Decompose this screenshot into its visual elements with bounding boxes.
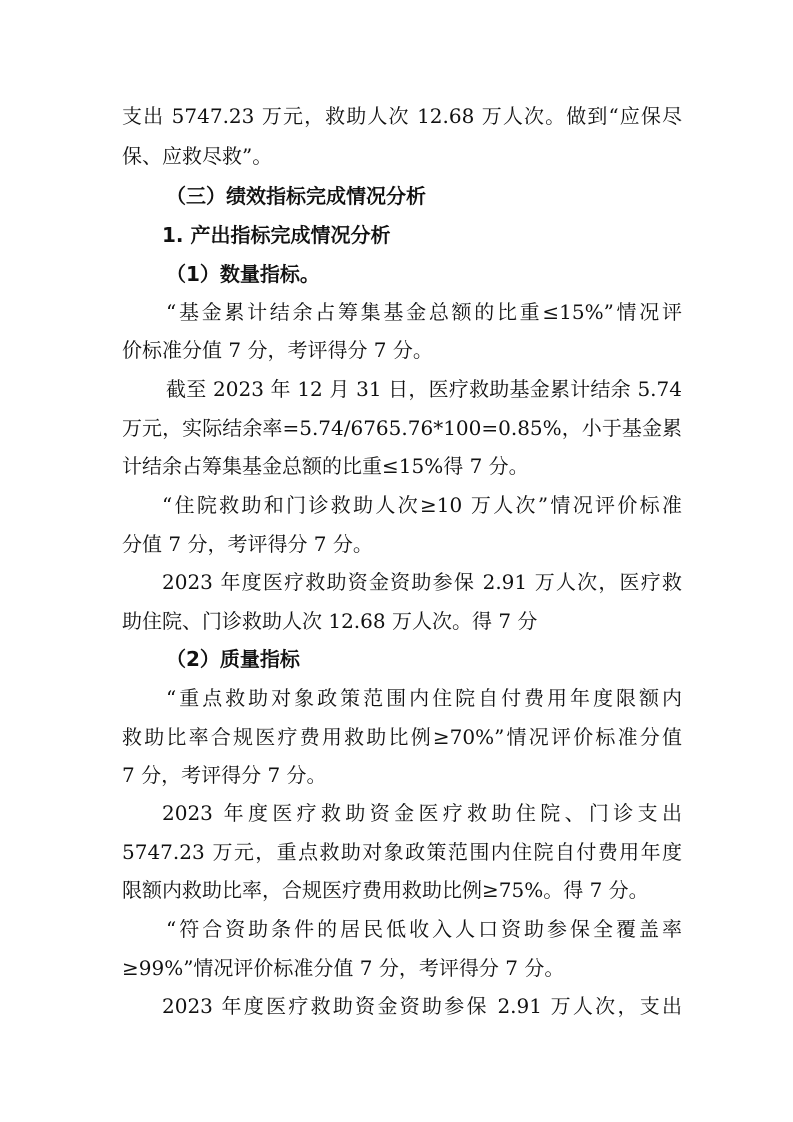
paragraph-line: 支出 5747.23 万元，救助人次 12.68 万人次。做到“应保尽 <box>122 104 682 128</box>
paragraph-line: 5747.23 万元，重点救助对象政策范围内住院自付费用年度 <box>122 840 682 864</box>
paragraph-line: 7 分，考评得分 7 分。 <box>122 763 327 787</box>
paragraph-line: 截至 2023 年 12 月 31 日，医疗救助基金累计结余 5.74 <box>166 377 682 401</box>
paragraph-line: ≥99%”情况评价标准分值 7 分，考评得分 7 分。 <box>122 956 565 980</box>
item-heading: （2）质量指标 <box>166 647 300 671</box>
paragraph-line: “住院救助和门诊救助人次≥10 万人次”情况评价标准 <box>162 493 682 517</box>
section-heading: （三）绩效指标完成情况分析 <box>166 184 426 208</box>
paragraph-line: “基金累计结余占筹集基金总额的比重≤15%”情况评 <box>166 300 682 324</box>
paragraph-line: 救助比率合规医疗费用救助比例≥70%”情况评价标准分值 <box>122 725 682 749</box>
paragraph-line: 分值 7 分，考评得分 7 分。 <box>122 532 373 556</box>
paragraph-line: “符合资助条件的居民低收入人口资助参保全覆盖率 <box>166 917 682 941</box>
subsection-heading: 1. 产出指标完成情况分析 <box>162 223 391 247</box>
paragraph-line: 助住院、门诊救助人次 12.68 万人次。得 7 分 <box>122 609 538 633</box>
paragraph-line: 2023 年度医疗救助资金医疗救助住院、门诊支出 <box>162 801 682 825</box>
paragraph-line: 价标准分值 7 分，考评得分 7 分。 <box>122 338 433 362</box>
paragraph-line: 2023 年度医疗救助资金资助参保 2.91 万人次，支出 <box>162 994 682 1018</box>
paragraph-line: 万元，实际结余率=5.74/6765.76*100=0.85%，小于基金累 <box>122 416 682 440</box>
paragraph-line: 计结余占筹集基金总额的比重≤15%得 7 分。 <box>122 454 529 478</box>
paragraph-line: 保、应救尽救”。 <box>122 144 273 168</box>
paragraph-line: 限额内救助比率，合规医疗费用救助比例≥75%。得 7 分。 <box>122 878 649 902</box>
item-heading: （1）数量指标。 <box>166 262 320 286</box>
paragraph-line: “重点救助对象政策范围内住院自付费用年度限额内 <box>166 686 682 710</box>
paragraph-line: 2023 年度医疗救助资金资助参保 2.91 万人次，医疗救 <box>162 570 682 594</box>
